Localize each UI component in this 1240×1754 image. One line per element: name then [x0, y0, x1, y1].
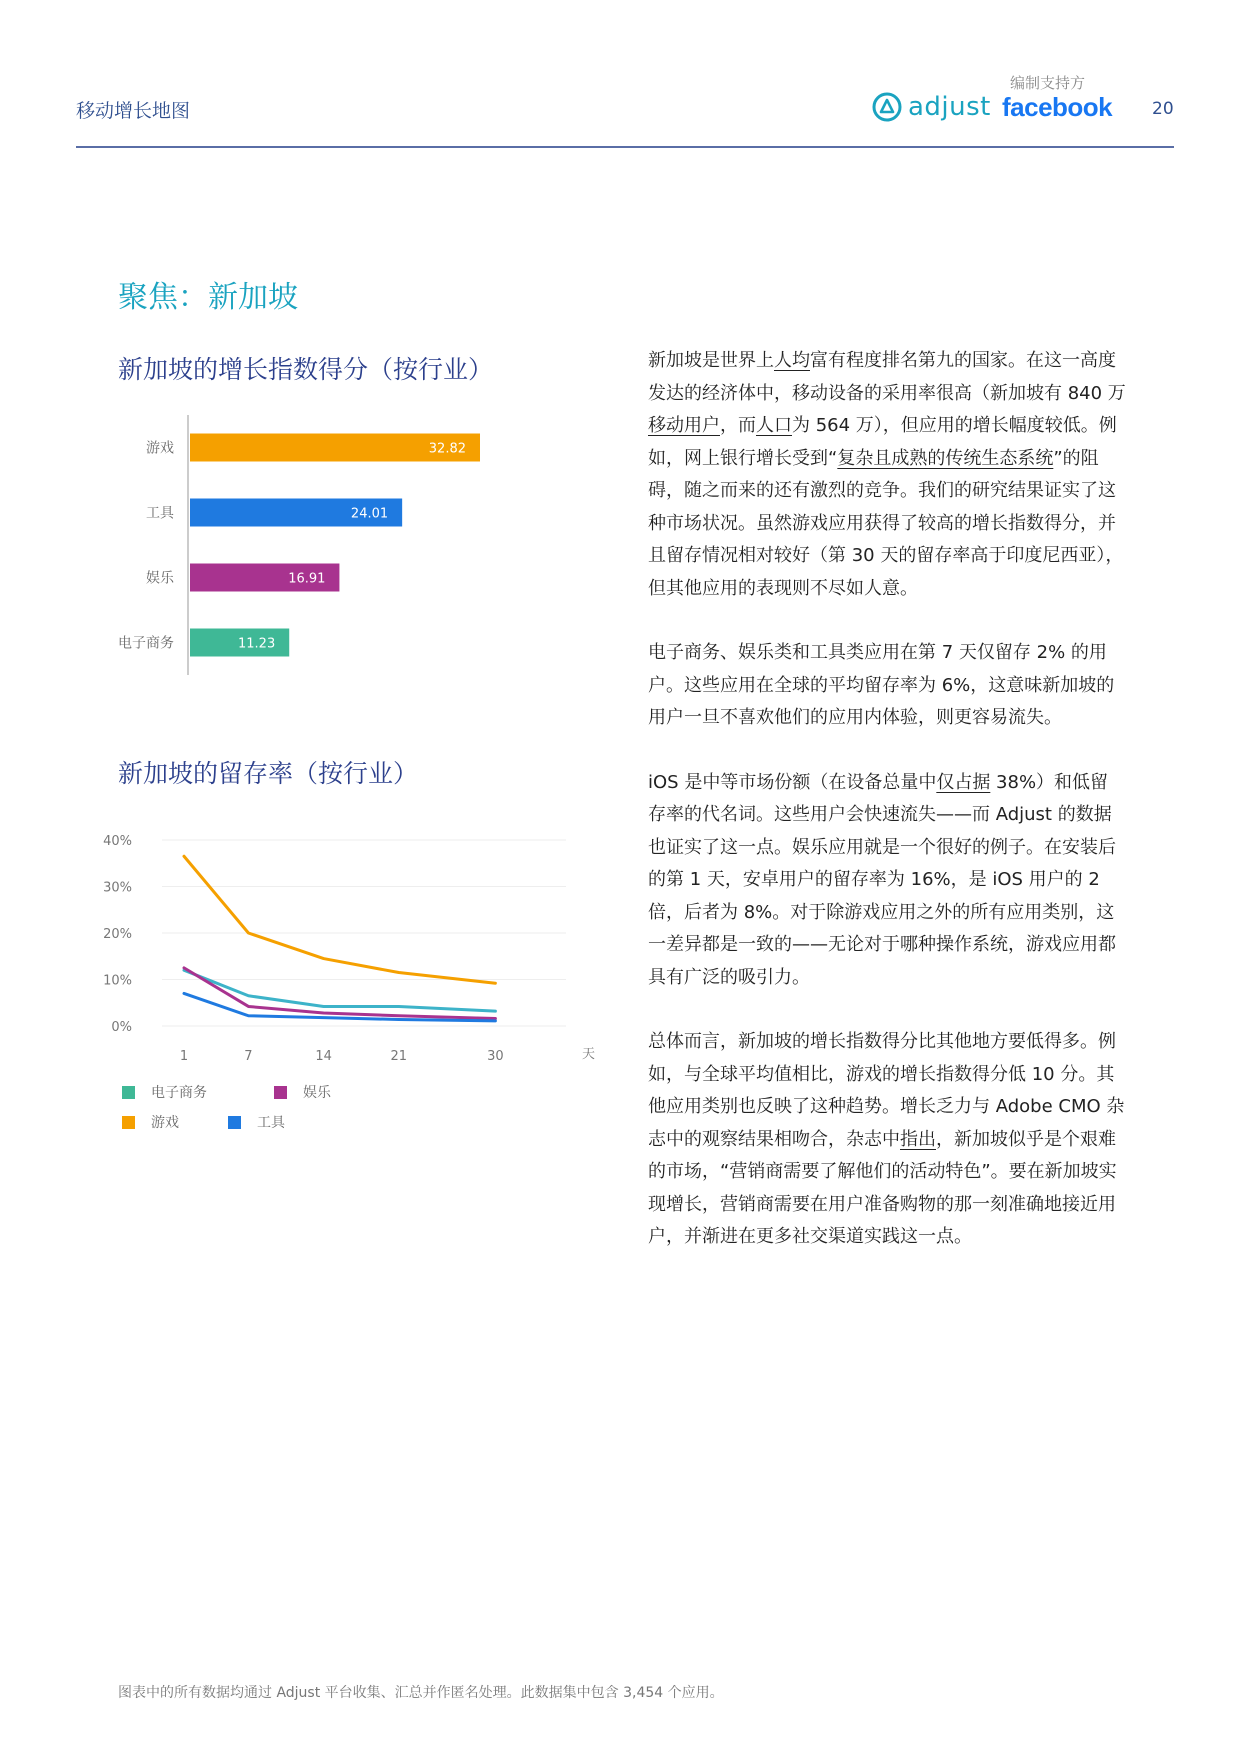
legend-label: 工具: [257, 1115, 285, 1131]
bar-category-label: 电子商务: [118, 635, 174, 652]
paragraph-text: ，而: [720, 415, 756, 436]
paragraph-text: ”的阻碍，随之而来的还有激烈的竞争。我们的研究结果证实了这种市场状况。虽然游戏应用获得了较高的增长指数得分，并且留存情况相对较好（第 30 天的留存率高于印度尼西亚），但其他应用的表现则不尽如人意。: [648, 447, 1124, 599]
page-number: 20: [1152, 99, 1174, 119]
legend-label: 电子商务: [151, 1085, 207, 1101]
body-paragraph: [648, 1026, 1126, 1254]
growth-index-bar-chart: [100, 410, 560, 690]
y-tick-label: 0%: [111, 1020, 132, 1035]
x-tick-label: 30: [487, 1049, 504, 1064]
section-title: 聚焦：新加坡: [118, 280, 298, 315]
body-paragraph: [648, 637, 1126, 735]
underlined-link-text[interactable]: 复杂且成熟的传统生态系统: [837, 447, 1054, 469]
legend-item: [122, 1082, 207, 1102]
footer-note: 图表中的所有数据均通过 Adjust 平台收集、汇总并作匿名处理。此数据集中包含 3,454 个应用。: [118, 1685, 724, 1701]
y-tick-label: 40%: [103, 834, 132, 849]
underlined-link-text[interactable]: 人口: [756, 415, 792, 436]
paragraph-text: 新加坡是世界上: [648, 350, 774, 371]
paragraph-text: 为 564 万），但应用的增长幅度较低。例如，网上银行增长受到“: [648, 415, 1117, 469]
bar-value-label: 24.01: [350, 506, 389, 522]
paragraph-text: 富有程度排名第九的国家。在这一高度发达的经济体中，移动设备的采用率很高（新加坡有 840 万: [648, 350, 1126, 404]
y-tick-label: 20%: [103, 927, 132, 942]
adjust-logo: [872, 92, 991, 122]
body-paragraph: [648, 767, 1126, 995]
underlined-link-text[interactable]: 指出: [900, 1128, 936, 1150]
paragraph-text: iOS 是中等市场份额（在设备总量中: [648, 771, 937, 793]
legend-item: [122, 1112, 179, 1132]
legend-swatch: [122, 1086, 135, 1099]
header-title: 移动增长地图: [76, 100, 191, 122]
bar-value-label: 11.23: [238, 636, 276, 652]
x-tick-label: 1: [179, 1049, 189, 1064]
facebook-logo: facebook: [1002, 92, 1113, 122]
legend-swatch: [228, 1116, 241, 1129]
underlined-link-text[interactable]: 移动用户: [648, 415, 720, 436]
legend-item: [274, 1082, 331, 1102]
series-line: [184, 856, 495, 983]
bar-category-label: 工具: [146, 505, 174, 522]
legend-label: 娱乐: [303, 1085, 331, 1101]
bar-category-label: 娱乐: [146, 570, 174, 587]
legend-item: [228, 1112, 285, 1132]
legend-swatch: [274, 1086, 287, 1099]
series-line: [184, 970, 495, 1011]
body-text: [648, 345, 1126, 1286]
y-tick-label: 30%: [103, 880, 132, 896]
legend-label: 游戏: [151, 1115, 179, 1131]
sponsor-label: 编制支持方: [1010, 74, 1086, 92]
bar-chart-title: 新加坡的增长指数得分（按行业）: [118, 355, 494, 384]
x-axis-label: 天: [582, 1047, 596, 1062]
legend-swatch: [122, 1116, 135, 1129]
bar-category-label: 游戏: [146, 440, 174, 457]
paragraph-text: 电子商务、娱乐类和工具类应用在第 7 天仅留存 2% 的用户。这些应用在全球的平均留存率为 6%，这意味新加坡的用户一旦不喜欢他们的应用内体验，则更容易流失。: [648, 642, 1115, 728]
paragraph-text: ，新加坡似乎是个艰难的市场，“营销商需要了解他们的活动特色”。要在新加坡实现增长，营销商需要在用户准备购物的那一刻准确地接近用户，并渐进在更多社交渠道实践这一点。: [648, 1128, 1117, 1247]
paragraph-text: 总体而言，新加坡的增长指数得分比其他地方要低得多。例如，与全球平均值相比，游戏的增长指数得分低 10 分。其他应用类别也反映了这种趋势。增长乏力与 Adobe CMO 杂志中的观察结果相吻合，杂志中: [648, 1031, 1125, 1150]
bar-value-label: 16.91: [288, 571, 326, 587]
adjust-logo-icon: [872, 92, 902, 122]
y-tick-label: 10%: [103, 973, 132, 989]
header-divider: [76, 146, 1174, 148]
bar-value-label: 32.82: [428, 441, 466, 457]
underlined-link-text[interactable]: 人均: [774, 350, 810, 371]
retention-line-chart: [100, 820, 600, 1080]
adjust-logo-text: adjust: [908, 92, 991, 122]
underlined-link-text[interactable]: 仅占据: [936, 771, 991, 793]
line-chart-title: 新加坡的留存率（按行业）: [118, 759, 419, 788]
x-tick-label: 7: [244, 1049, 253, 1064]
x-tick-label: 21: [390, 1049, 408, 1064]
x-tick-label: 14: [315, 1049, 332, 1064]
paragraph-text: 38%）和低留存率的代名词。这些用户会快速流失——而 Adjust 的数据也证实了这一点。娱乐应用就是一个很好的例子。在安装后的第 1 天，安卓用户的留存率为 16%，是 iOS 用户的 2 倍，后者为 8%。对于除游戏应用之外的所有应用类别，这一差异都是一致的——无论对于哪种操作系统，游戏应用都具有广泛的吸引力。: [648, 771, 1116, 988]
body-paragraph: [648, 345, 1126, 605]
